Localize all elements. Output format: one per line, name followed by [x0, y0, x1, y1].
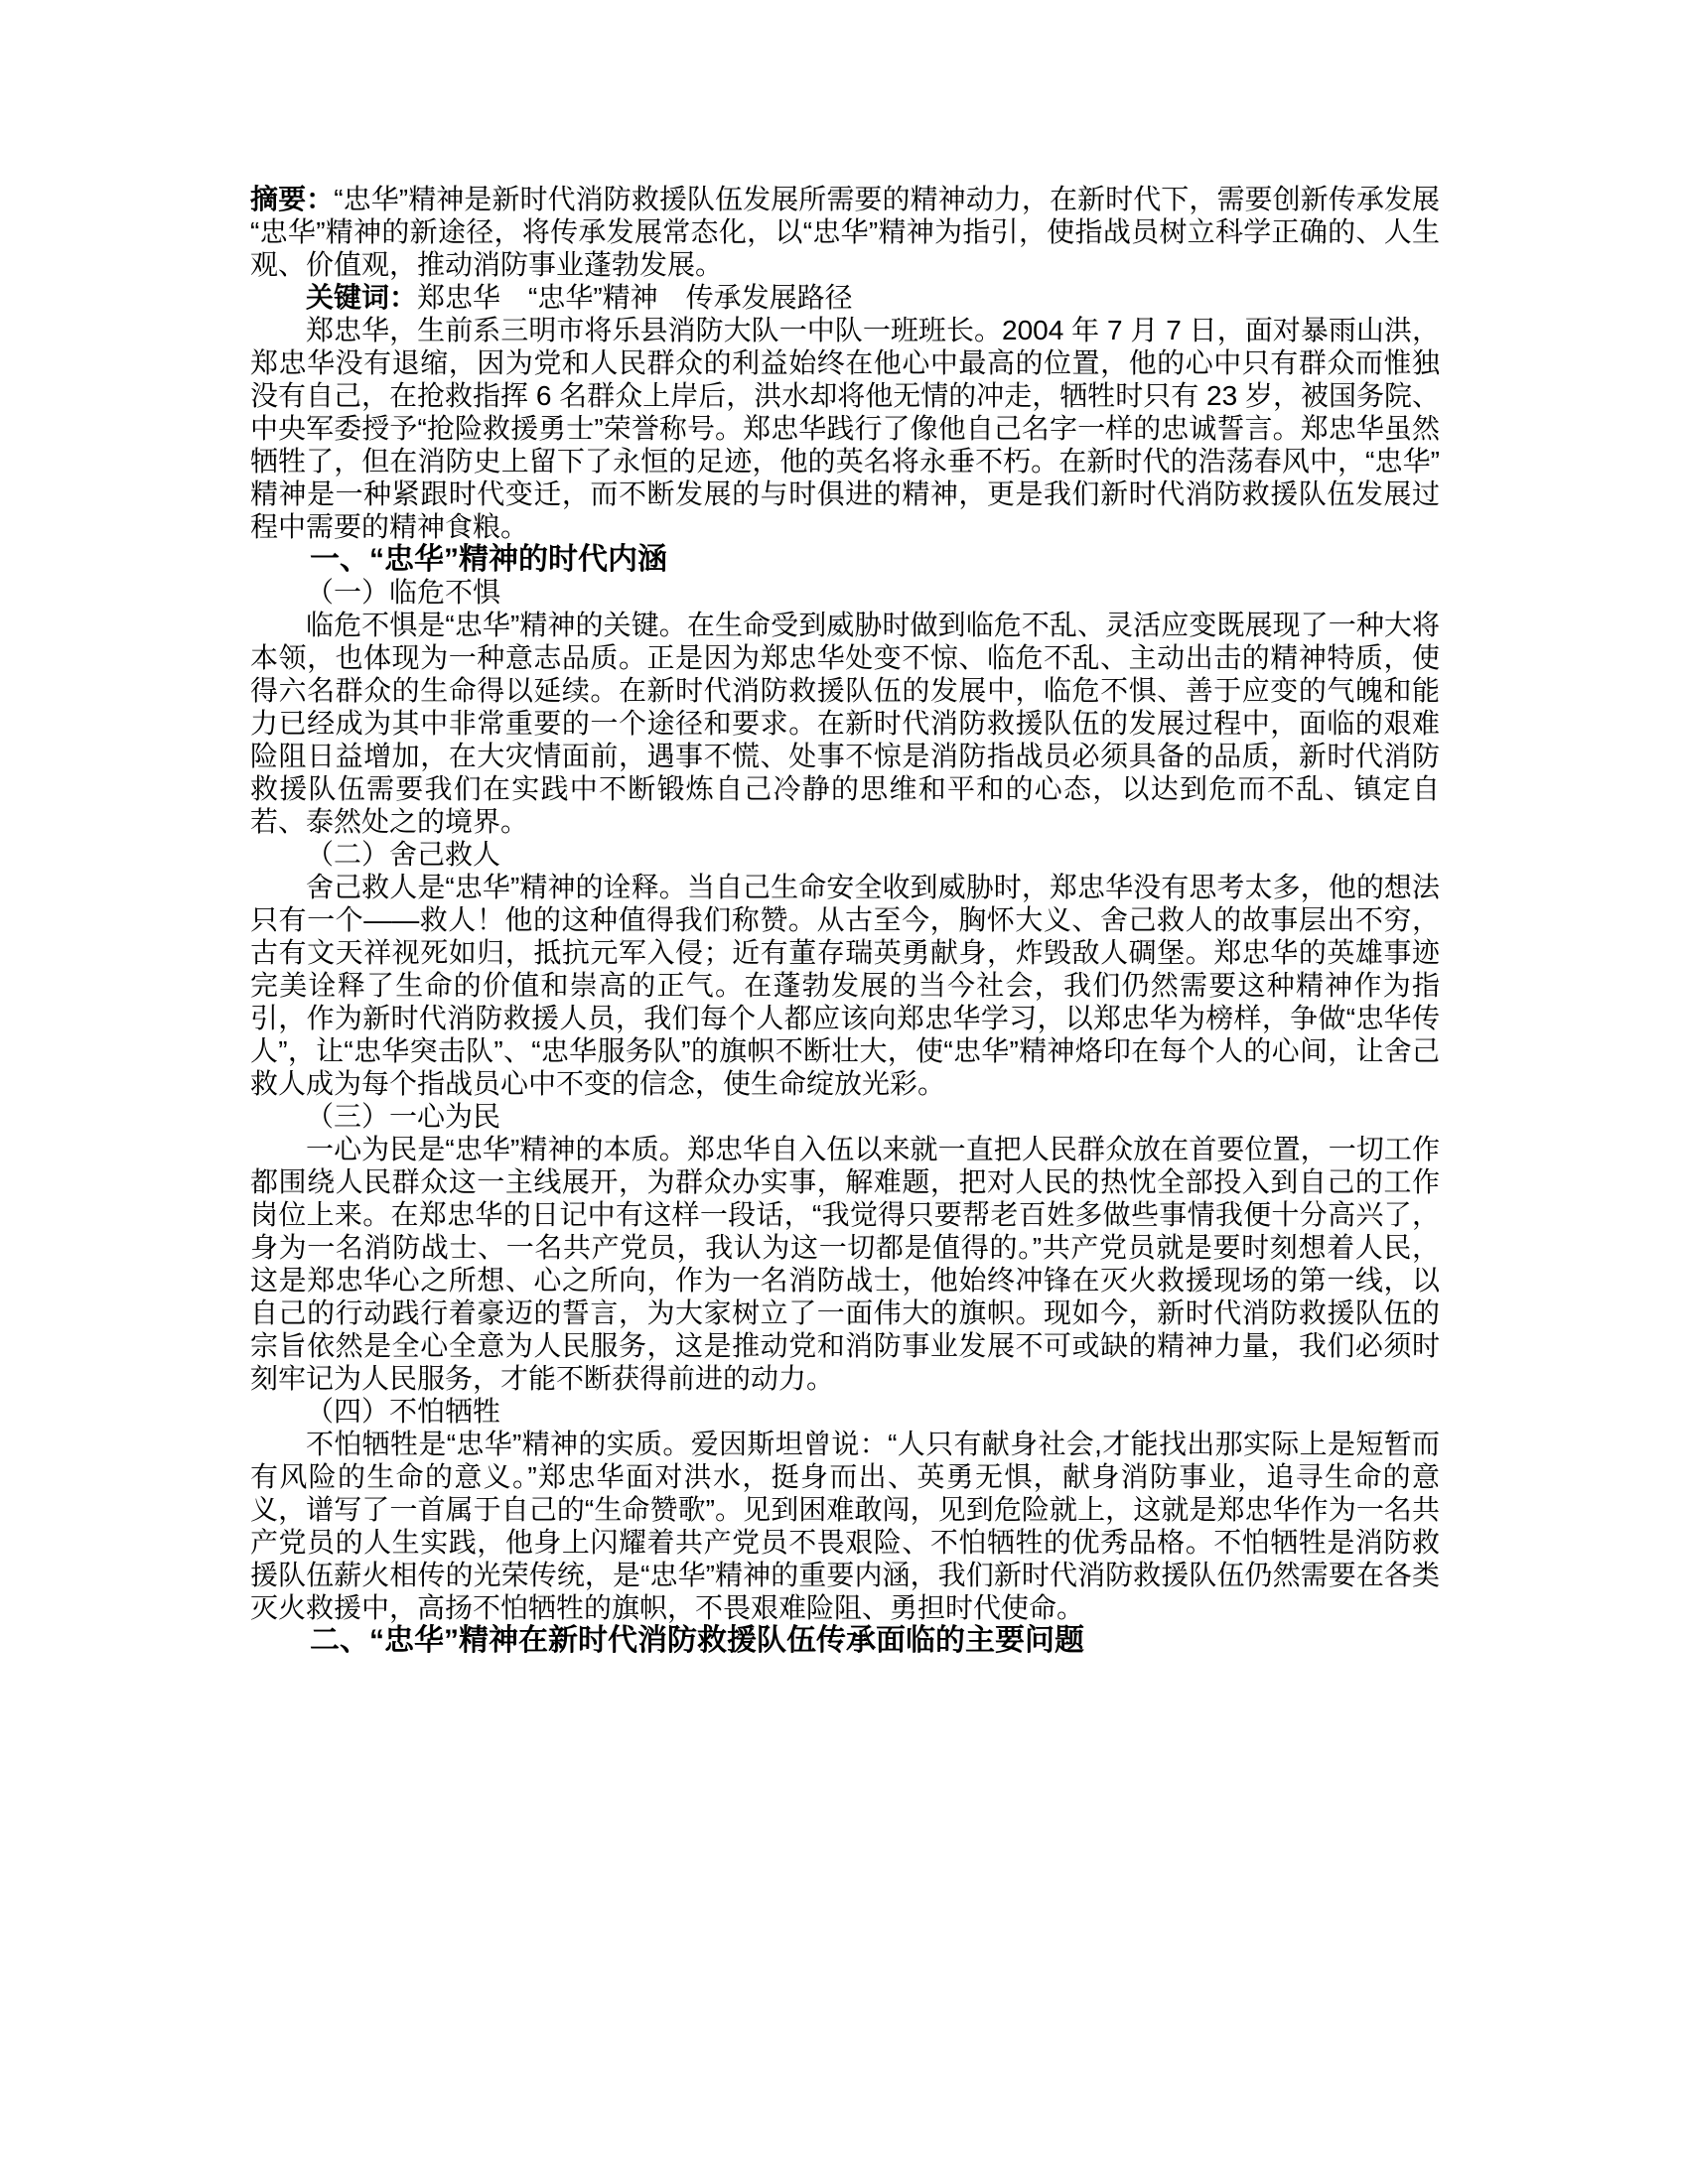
abstract-paragraph [250, 183, 1440, 281]
subsection-2-heading: （二）舍己救人 [306, 839, 501, 870]
section-1-heading: 一、“忠华”精神的时代内涵 [310, 543, 667, 576]
subsection-1-heading: （一）临危不惧 [306, 577, 501, 608]
abstract-text: “忠华”精神是新时代消防救援队伍发展所需要的精神动力，在新时代下，需要创新传承发展“忠华”精神的新途径，将传承发展常态化，以“忠华”精神为指引，使指战员树立科学正确的、人生观、价值观，推动消防事业蓬勃发展。 [250, 184, 1440, 280]
subsection-1-paragraph: 临危不惧是“忠华”精神的关键。在生命受到威胁时做到临危不乱、灵活应变既展现了一种大将本领，也体现为一种意志品质。正是因为郑忠华处变不惊、临危不乱、主动出击的精神特质，使得六名群众的生命得以延续。在新时代消防救援队伍的发展中，临危不惧、善于应变的气魄和能力已经成为其中非常重要的一个途径和要求。在新时代消防救援队伍的发展过程中，面临的艰难险阻日益增加，在大灾情面前，遇事不慌、处事不惊是消防指战员必须具备的品质，新时代消防救援队伍需要我们在实践中不断锻炼自己冷静的思维和平和的心态，以达到危而不乱、镇定自若、泰然处之的境界。 [250, 610, 1440, 837]
subsection-4-heading: （四）不怕牺牲 [306, 1396, 501, 1427]
keywords-line [250, 281, 1440, 314]
intro-paragraph: 郑忠华，生前系三明市将乐县消防大队一中队一班班长。2004 年 7 月 7 日，面对暴雨山洪，郑忠华没有退缩，因为党和人民群众的利益始终在他心中最高的位置，他的心中只有群众而惟独没有自己，在抢救指挥 6 名群众上岸后，洪水却将他无情的冲走，牺牲时只有 23 岁，被国务院、中央军委授予“抢险救援勇士”荣誉称号。郑忠华践行了像他自己名字一样的忠诚誓言。郑忠华虽然牺牲了，但在消防史上留下了永恒的足迹，他的英名将永垂不朽。在新时代的浩荡春风中，“忠华”精神是一种紧跟时代变迁，而不断发展的与时俱进的精神，更是我们新时代消防救援队伍发展过程中需要的精神食粮。 [250, 315, 1440, 542]
document-content [250, 183, 1440, 1657]
keywords-text: 郑忠华 “忠华”精神 传承发展路径 [417, 282, 853, 313]
abstract-label: 摘要： [250, 184, 335, 214]
subsection-4-paragraph: 不怕牺牲是“忠华”精神的实质。爱因斯坦曾说：“人只有献身社会,才能找出那实际上是短暂而有风险的生命的意义。”郑忠华面对洪水，挺身而出、英勇无惧，献身消防事业，追寻生命的意义，谱写了一首属于自己的“生命赞歌”。见到困难敢闯，见到危险就上，这就是郑忠华作为一名共产党员的人生实践，他身上闪耀着共产党员不畏艰险、不怕牺牲的优秀品格。不怕牺牲是消防救援队伍薪火相传的光荣传统，是“忠华”精神的重要内涵，我们新时代消防救援队伍仍然需要在各类灭火救援中，高扬不怕牺牲的旗帜，不畏艰难险阻、勇担时代使命。 [250, 1429, 1440, 1623]
section-2-heading: 二、“忠华”精神在新时代消防救援队伍传承面临的主要问题 [310, 1624, 1084, 1657]
subsection-2-paragraph: 舍己救人是“忠华”精神的诠释。当自己生命安全收到威胁时，郑忠华没有思考太多，他的想法只有一个——救人！他的这种值得我们称赞。从古至今，胸怀大义、舍己救人的故事层出不穷，古有文天祥视死如归，抵抗元军入侵；近有董存瑞英勇献身，炸毁敌人碉堡。郑忠华的英雄事迹完美诠释了生命的价值和崇高的正气。在蓬勃发展的当今社会，我们仍然需要这种精神作为指引，作为新时代消防救援人员，我们每个人都应该向郑忠华学习，以郑忠华为榜样，争做“忠华传人”，让“忠华突击队”、“忠华服务队”的旗帜不断壮大，使“忠华”精神烙印在每个人的心间，让舍己救人成为每个指战员心中不变的信念，使生命绽放光彩。 [250, 872, 1440, 1099]
keywords-label: 关键词： [306, 282, 418, 313]
subsection-3-paragraph: 一心为民是“忠华”精神的本质。郑忠华自入伍以来就一直把人民群众放在首要位置，一切工作都围绕人民群众这一主线展开，为群众办实事，解难题，把对人民的热忱全部投入到自己的工作岗位上来。在郑忠华的日记中有这样一段话，“我觉得只要帮老百姓多做些事情我便十分高兴了，身为一名消防战士、一名共产党员，我认为这一切都是值得的。”共产党员就是要时刻想着人民，这是郑忠华心之所想、心之所向，作为一名消防战士，他始终冲锋在灭火救援现场的第一线，以自己的行动践行着豪迈的誓言，为大家树立了一面伟大的旗帜。现如今，新时代消防救援队伍的宗旨依然是全心全意为人民服务，这是推动党和消防事业发展不可或缺的精神力量，我们必须时刻牢记为人民服务，才能不断获得前进的动力。 [250, 1134, 1440, 1394]
subsection-3-heading: （三）一心为民 [306, 1101, 501, 1132]
